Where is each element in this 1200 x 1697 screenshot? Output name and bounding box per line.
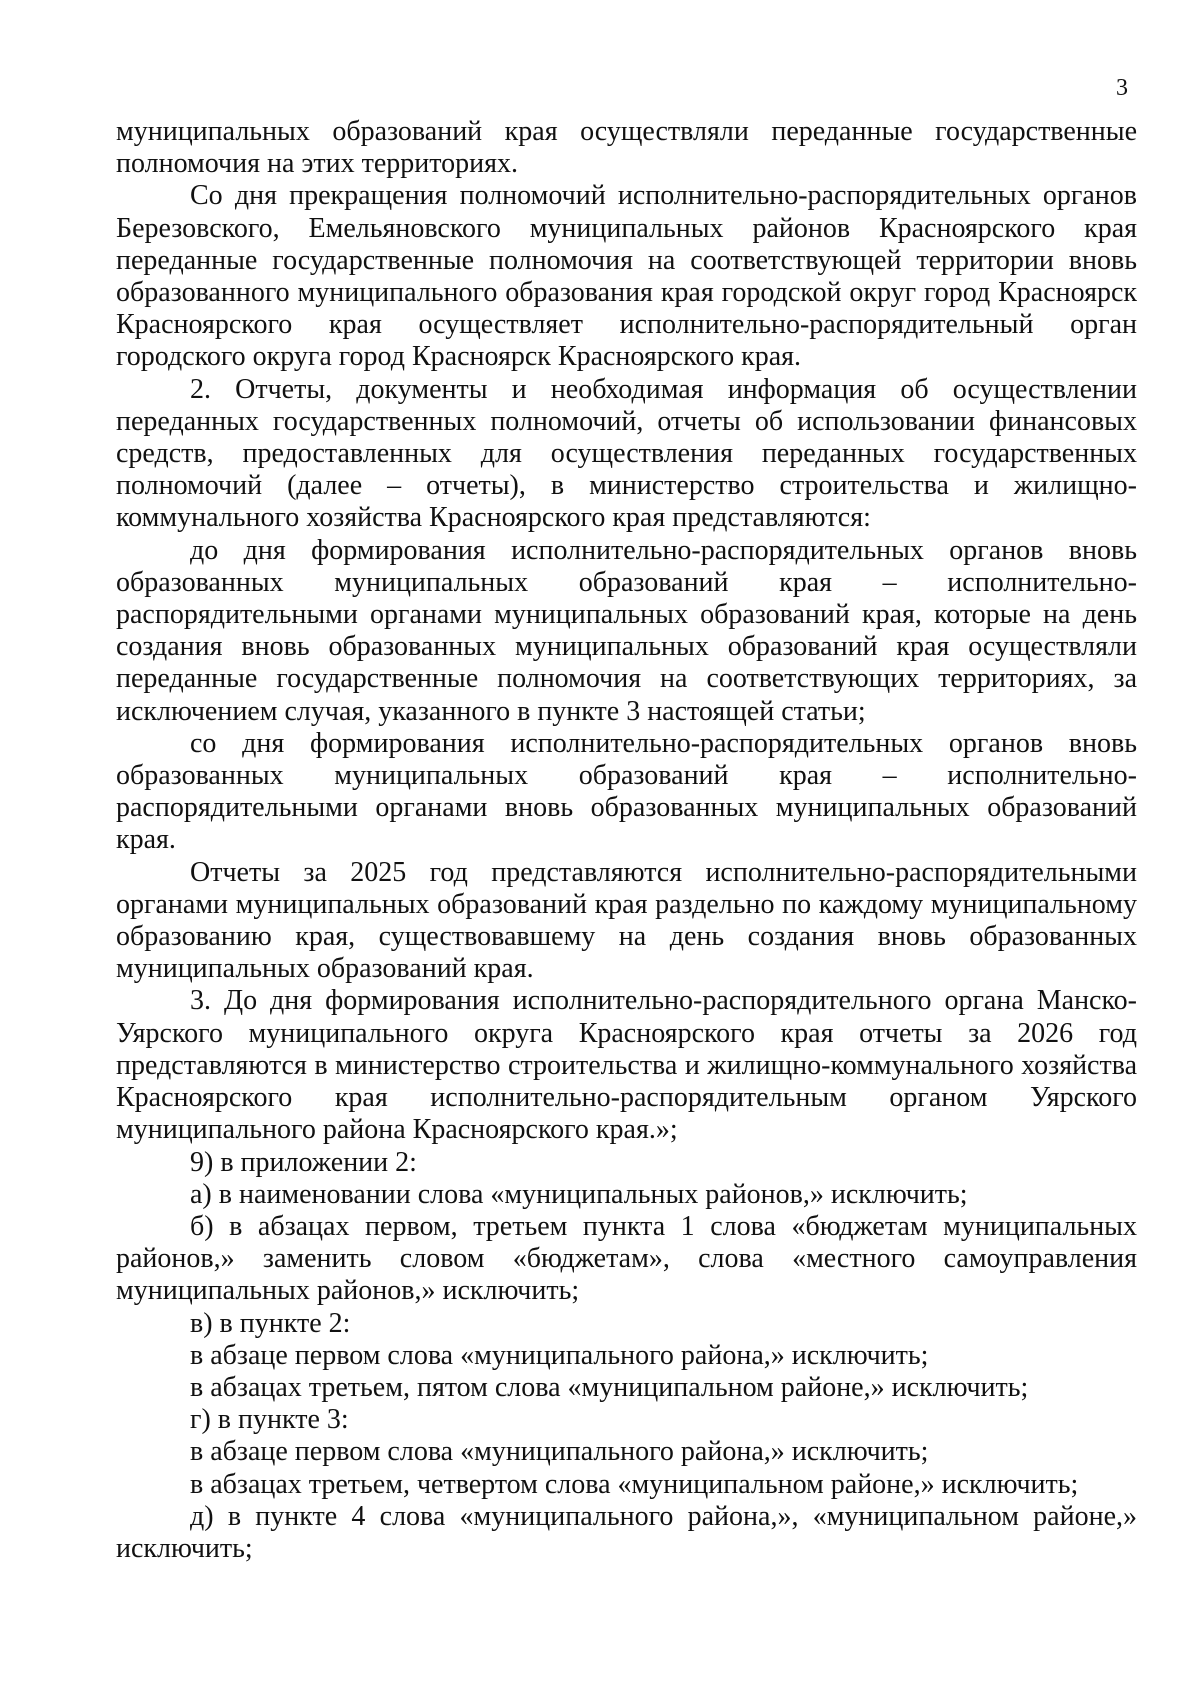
paragraph-item-9: 9) в приложении 2: bbox=[190, 1146, 417, 1178]
paragraph-item-3: 3. До дня формирования исполнительно-распорядительного органа Манско-Уярского муниципального округа Красноярского края отчеты за 2026 год представляются в министерство строительства и жилищно-коммунального хозяйства Красноярского края исполнительно-распорядительным органом Уярского муниципального района Красноярского края.»; bbox=[116, 985, 1137, 1146]
paragraph-item-2: 2. Отчеты, документы и необходимая информация об осуществлении переданных государственных полномочий, отчеты об использовании финансовых средств, предоставленных для осуществления переданных государственных полномочий (далее – отчеты), в министерство строительства и жилищно-коммунального хозяйства Красноярского края представляются: bbox=[116, 373, 1137, 534]
paragraph: в абзаце первом слова «муниципального района,» исключить; bbox=[190, 1339, 929, 1371]
paragraph: со дня формирования исполнительно-распорядительных органов вновь образованных муниципальных образований края – исполнительно-распорядительными органами вновь образованных муниципальных образований края. bbox=[116, 727, 1137, 856]
paragraph: Со дня прекращения полномочий исполнительно-распорядительных органов Березовского, Емельяновского муниципальных районов Красноярского края переданные государственные полномочия на соответствующей территории вновь образованного муниципального образования края городской округ город Красноярск Красноярского края осуществляет исполнительно-распорядительный орган городского округа город Красноярск Красноярского края. bbox=[116, 180, 1137, 373]
document-body bbox=[116, 116, 1137, 1565]
subitem-v: в) в пункте 2: bbox=[190, 1307, 351, 1339]
page-number: 3 bbox=[1116, 75, 1128, 101]
paragraph: в абзацах третьем, пятом слова «муниципальном районе,» исключить; bbox=[190, 1371, 1029, 1403]
paragraph: в абзацах третьем, четвертом слова «муниципальном районе,» исключить; bbox=[190, 1468, 1079, 1500]
paragraph: в абзаце первом слова «муниципального района,» исключить; bbox=[190, 1436, 929, 1468]
subitem-d: д) в пункте 4 слова «муниципального района,», «муниципальном районе,» исключить; bbox=[116, 1500, 1137, 1564]
subitem-a: а) в наименовании слова «муниципальных районов,» исключить; bbox=[190, 1178, 968, 1210]
paragraph: Отчеты за 2025 год представляются исполнительно-распорядительными органами муниципальных образований края раздельно по каждому муниципальному образованию края, существовавшему на день создания вновь образованных муниципальных образований края. bbox=[116, 856, 1137, 985]
subitem-g: г) в пункте 3: bbox=[190, 1404, 349, 1436]
subitem-b: б) в абзацах первом, третьем пункта 1 слова «бюджетам муниципальных районов,» заменить словом «бюджетам», слова «местного самоуправления муниципальных районов,» исключить; bbox=[116, 1210, 1137, 1307]
paragraph: до дня формирования исполнительно-распорядительных органов вновь образованных муниципальных образований края – исполнительно-распорядительными органами муниципальных образований края, которые на день создания вновь образованных муниципальных образований края осуществляли переданные государственные полномочия на соответствующих территориях, за исключением случая, указанного в пункте 3 настоящей статьи; bbox=[116, 534, 1137, 727]
paragraph-continuation: муниципальных образований края осуществляли переданные государственные полномочия на этих территориях. bbox=[116, 116, 1137, 180]
